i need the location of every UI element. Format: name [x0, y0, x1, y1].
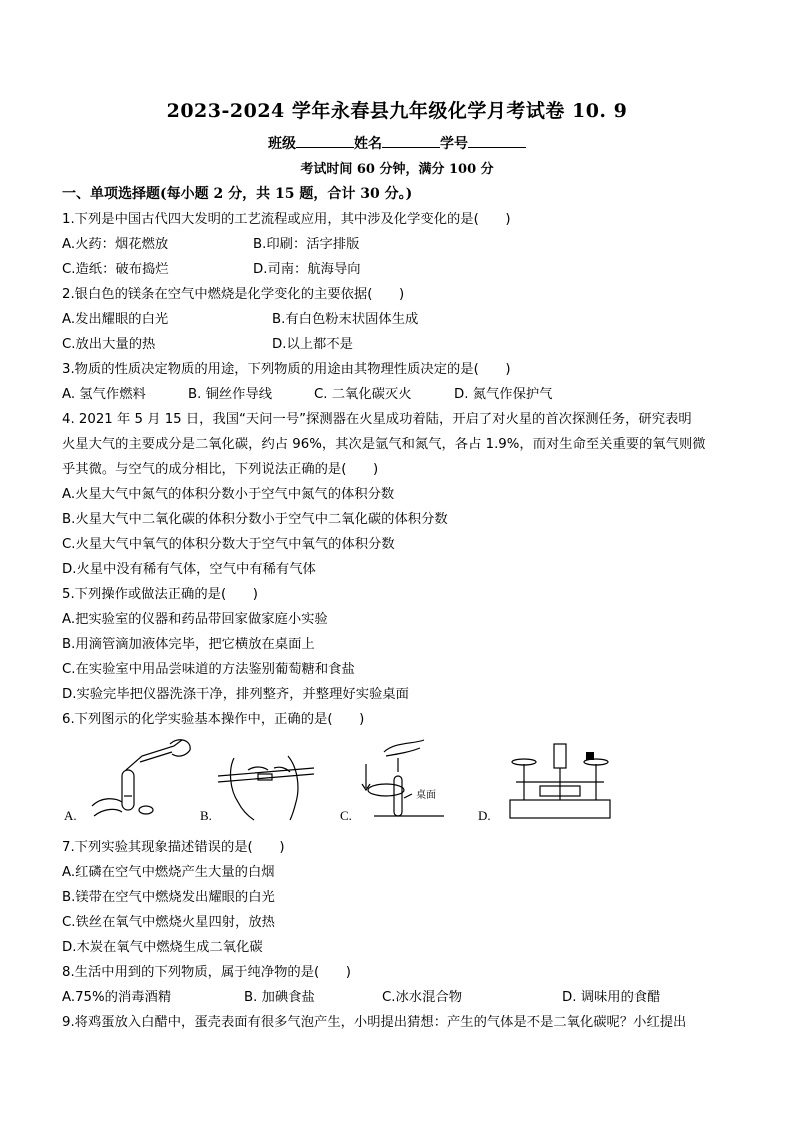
question-5-stem: 5.下列操作或做法正确的是( ) — [62, 587, 258, 602]
question-1-option-b: B.印刷：活字排版 — [253, 237, 360, 252]
question-2-option-c: C.放出大量的热 — [62, 337, 156, 352]
right-hand — [288, 756, 298, 820]
question-4-option-c: C.火星大气中氧气的体积分数大于空气中氧气的体积分数 — [62, 537, 395, 552]
figure-d-balance — [500, 738, 620, 824]
question-4-option-d: D.火星中没有稀有气体，空气中有稀有气体 — [62, 562, 316, 577]
question-3-option-d: D. 氮气作保护气 — [454, 387, 553, 402]
question-2-option-d: D.以上都不是 — [272, 337, 353, 352]
id-label: 学号 — [440, 136, 468, 152]
question-6-stem: 6.下列图示的化学实验基本操作中，正确的是( ) — [62, 712, 365, 727]
question-2-stem: 2.银白色的镁条在空气中燃烧是化学变化的主要依据( ) — [62, 287, 405, 302]
question-8-option-b: B. 加碘食盐 — [244, 990, 315, 1005]
figure-b-label: B. — [200, 808, 212, 823]
question-8-stem: 8.生活中用到的下列物质，属于纯净物的是( ) — [62, 965, 351, 980]
question-8-option-c: C.冰水混合物 — [382, 990, 462, 1005]
question-7-option-a: A.红磷在空气中燃烧产生大量的白烟 — [62, 865, 275, 880]
test-tube — [394, 776, 402, 816]
question-8-option-d: D. 调味用的食醋 — [562, 990, 661, 1005]
question-3-stem: 3.物质的性质决定物质的用途，下列物质的用途由其物理性质决定的是( ) — [62, 362, 511, 377]
hand-holding-bottle — [170, 740, 190, 756]
question-5-option-a: A.把实验室的仪器和药品带回家做家庭小实验 — [62, 612, 328, 627]
question-3-option-c: C. 二氧化碳灭火 — [314, 387, 412, 402]
figure-c-label: C. — [340, 808, 352, 823]
question-4-stem-line2: 火星大气的主要成分是二氧化碳，约占 96%，其次是氩气和氮气，各占 1.9%，而对生命至关重要的氧气则微 — [62, 437, 706, 452]
name-label: 姓名 — [354, 136, 382, 152]
section-title: 一、单项选择题(每小题 2 分，共 15 题，合计 30 分。) — [62, 186, 413, 202]
figure-a-pouring-liquid — [82, 736, 194, 822]
question-2-option-b: B.有白色粉末状固体生成 — [272, 312, 419, 327]
balance-pointer — [554, 744, 566, 768]
question-8-option-a: A.75%的消毒酒精 — [62, 990, 172, 1005]
weight-block — [586, 752, 594, 760]
hand-with-dropper — [384, 740, 424, 756]
exam-title: 2023-2024 学年永春县九年级化学月考试卷 10. 9 — [166, 100, 628, 122]
name-blank — [382, 135, 440, 148]
student-info-line — [0, 133, 794, 153]
question-4-option-b: B.火星大气中二氧化碳的体积分数小于空气中二氧化碳的体积分数 — [62, 512, 448, 527]
table-label: 桌面 — [416, 790, 436, 801]
question-1-option-d: D.司南：航海导向 — [253, 262, 361, 277]
figure-b-tube-holder — [214, 740, 324, 822]
question-3-option-b: B. 铜丝作导线 — [188, 387, 273, 402]
question-5-option-d: D.实验完毕把仪器洗涤干净，排列整齐，并整理好实验桌面 — [62, 687, 409, 702]
id-blank — [468, 135, 526, 148]
left-hand — [231, 758, 254, 820]
question-5-option-c: C.在实验室中用品尝味道的方法鉴别葡萄糖和食盐 — [62, 662, 355, 677]
question-1-stem: 1.下列是中国古代四大发明的工艺流程或应用，其中涉及化学变化的是( ) — [62, 212, 511, 227]
class-blank — [296, 135, 354, 148]
test-tube — [122, 770, 134, 810]
question-4-stem-line3: 乎其微。与空气的成分相比，下列说法正确的是( ) — [62, 462, 379, 477]
exam-time-info: 考试时间 60 分钟，满分 100 分 — [300, 162, 494, 177]
question-7-option-d: D.木炭在氧气中燃烧生成二氧化碳 — [62, 940, 263, 955]
question-2-option-a: A.发出耀眼的白光 — [62, 312, 169, 327]
question-3-option-a: A. 氢气作燃料 — [62, 387, 146, 402]
bottle-stopper — [139, 806, 153, 814]
question-7-option-c: C.铁丝在氧气中燃烧火星四射，放热 — [62, 915, 275, 930]
question-9-stem: 9.将鸡蛋放入白醋中，蛋壳表面有很多气泡产生，小明提出猜想：产生的气体是不是二氧化碳呢？小红提出 — [62, 1015, 687, 1030]
figure-d-label: D. — [478, 808, 491, 823]
question-1-option-c: C.造纸：破布捣烂 — [62, 262, 169, 277]
balance-base — [510, 800, 610, 818]
question-5-option-b: B.用滴管滴加液体完毕，把它横放在桌面上 — [62, 637, 315, 652]
figure-a-label: A. — [64, 808, 77, 823]
hand-holding-tube — [92, 799, 122, 816]
figure-c-dropper — [354, 738, 452, 822]
question-7-stem: 7.下列实验其现象描述错误的是( ) — [62, 840, 285, 855]
question-4-option-a: A.火星大气中氮气的体积分数小于空气中氮气的体积分数 — [62, 487, 395, 502]
hand-holding-tube — [368, 784, 404, 796]
question-4-stem-line1: 4. 2021 年 5 月 15 日，我国“天问一号”探测器在火星成功着陆，开启了对火星的首次探测任务，研究表明 — [62, 412, 692, 427]
class-label: 班级 — [268, 136, 296, 152]
question-7-option-b: B.镁带在空气中燃烧发出耀眼的白光 — [62, 890, 275, 905]
question-1-option-a: A.火药：烟花燃放 — [62, 237, 169, 252]
